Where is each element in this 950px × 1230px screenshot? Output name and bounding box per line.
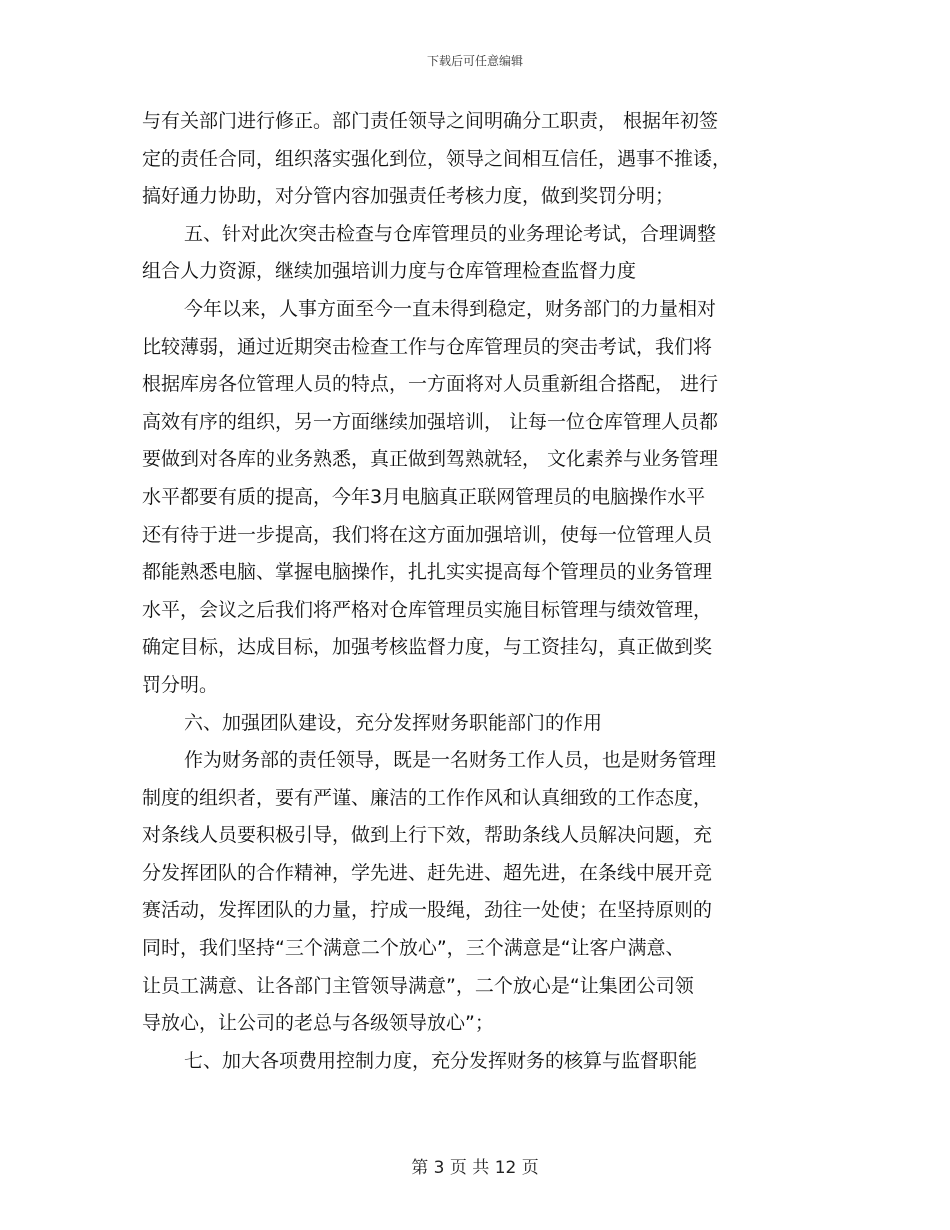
page-header: 下载后可任意编辑 (426, 54, 523, 68)
body-line: 同时，我们坚持“三个满意二个放心”，三个满意是“让客户满意、 (142, 937, 685, 960)
body-line: 制度的组织者，要有严谨、廉洁的工作作风和认真细致的工作态度， (142, 786, 713, 809)
body-line: 赛活动，发挥团队的力量，拧成一股绳，劲往一处使；在坚持原则的 (142, 899, 713, 922)
body-line: 确定目标，达成目标，加强考核监督力度，与工资挂勾，真正做到奖 (142, 636, 713, 659)
paragraph-start: 作为财务部的责任领导，既是一名财务工作人员，也是财务管理 (184, 749, 717, 772)
body-line: 定的责任合同，组织落实强化到位，领导之间相互信任，遇事不推诿， (142, 147, 732, 170)
page-footer: 第 3 页 共 12 页 (411, 1158, 539, 1178)
body-line: 水平，会议之后我们将严格对仓库管理员实施目标管理与绩效管理， (142, 598, 713, 621)
body-line: 水平都要有质的提高，今年3月电脑真正联网管理员的电脑操作水平 (142, 485, 706, 508)
body-line: 搞好通力协助，对分管内容加强责任考核力度，做到奖罚分明； (142, 185, 675, 208)
body-line: 比较薄弱，通过近期突击检查工作与仓库管理员的突击考试，我们将 (142, 335, 713, 358)
section-heading: 七、加大各项费用控制力度，充分发挥财务的核算与监督职能 (184, 1049, 698, 1072)
document-body (142, 103, 812, 1080)
paragraph-start: 今年以来，人事方面至今一直未得到稳定，财务部门的力量相对 (184, 297, 717, 320)
section-heading: 五、针对此次突击检查与仓库管理员的业务理论考试，合理调整 (184, 222, 717, 245)
body-line: 对条线人员要积极引导，做到上行下效，帮助条线人员解决问题，充 (142, 824, 713, 847)
section-heading: 六、加强团队建设，充分发挥财务职能部门的作用 (184, 711, 603, 734)
body-line: 高效有序的组织，另一方面继续加强培训， 让每一位仓库管理人员都 (142, 410, 719, 433)
body-line: 导放心，让公司的老总与各级领导放心”； (142, 1012, 494, 1035)
body-line: 罚分明。 (142, 673, 219, 696)
body-line: 与有关部门进行修正。部门责任领导之间明确分工职责， 根据年初签 (142, 110, 719, 132)
body-line: 根据库房各位管理人员的特点，一方面将对人员重新组合搭配， 进行 (142, 373, 719, 396)
section-heading-continued: 组合人力资源，继续加强培训力度与仓库管理检查监督力度 (142, 260, 637, 283)
body-line: 要做到对各库的业务熟悉，真正做到驾熟就轻， 文化素养与业务管理 (142, 448, 719, 471)
body-line: 还有待于进一步提高，我们将在这方面加强培训，使每一位管理人员 (142, 523, 713, 546)
body-line: 让员工满意、让各部门主管领导满意”，二个放心是“让集团公司领 (142, 974, 694, 997)
body-line: 都能熟悉电脑、掌握电脑操作，扎扎实实提高每个管理员的业务管理 (142, 561, 713, 584)
body-line: 分发挥团队的合作精神，学先进、赶先进、超先进，在条线中展开竞 (142, 861, 713, 884)
